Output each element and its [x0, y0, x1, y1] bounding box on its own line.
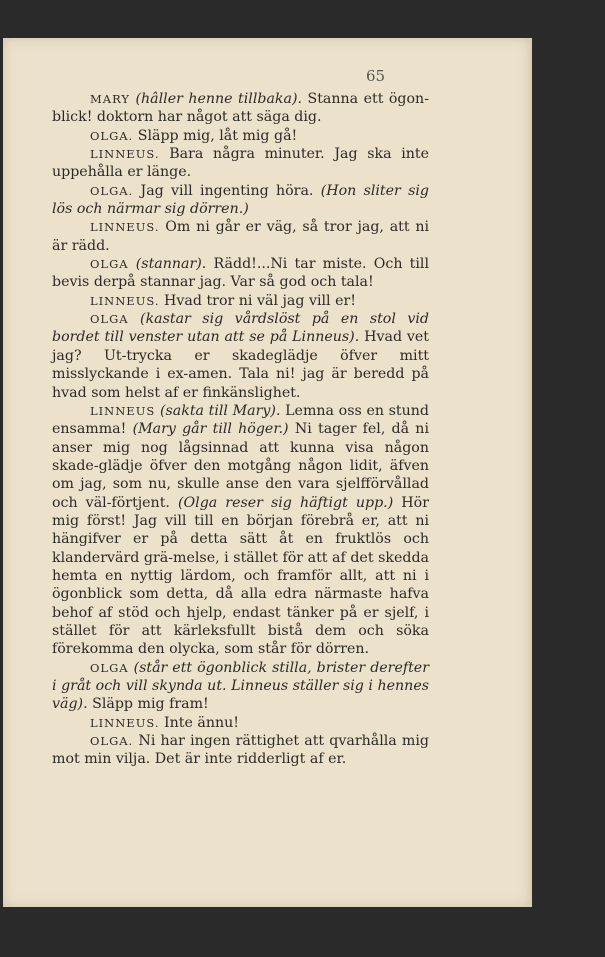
paragraph — [52, 90, 429, 127]
stage-direction: (Olga reser sig häftigt upp.) — [177, 494, 394, 511]
speaker-name: MARY — [90, 92, 130, 106]
speaker-name: OLGA — [90, 660, 129, 675]
paragraph — [52, 714, 429, 732]
dialogue-text: Inte ännu! — [164, 714, 239, 731]
page-number: 65 — [366, 67, 386, 85]
stage-direction: (står ett ögonblick stilla, brister derefter i gråt och vill skynda ut. Linneus ställer sig i hennes väg). — [52, 659, 429, 713]
dialogue-text: Hör mig först! Jag vill till en början förebrå er, att ni hängifver er på detta sätt åt en fruktlös och klandervärd grä-melse, i stället för att af det skedda hemta en nyttig lärdom, och framför allt, att ni i ögonblick som detta, då alla edra närmaste hafva behof af stöd och hjelp, endast tänker på er sjelf, i stället för att kärleksfullt bistå dem och söka förekomma den olycka, som står för dörren. — [52, 494, 429, 658]
paragraph — [52, 145, 429, 182]
paragraph — [52, 218, 429, 255]
dialogue-text: Släpp mig, låt mig gå! — [137, 127, 298, 144]
speaker-name: OLGA. — [90, 128, 134, 143]
speaker-name: LINNEUS. — [90, 220, 160, 235]
stage-direction: (Mary går till höger.) — [132, 421, 289, 438]
paragraph — [52, 182, 429, 219]
paragraph — [52, 659, 429, 714]
dialogue-text: Ni tager fel, då ni anser mig nog lågsinnad att kunna visa någon skade-glädje öfver den motgång någon lidit, äfven om jag, som nu, skulle anse den vara sjelfförvållad och väl-förtjent. — [52, 421, 429, 511]
dialogue-text: Hvad vet jag? Ut-trycka er skadeglädje öfver mitt misslyckande i ex-amen. Tala ni! jag är beredd på hvad som helst af er finkänslighet. — [52, 329, 429, 401]
stage-direction: (sakta till Mary). — [159, 402, 281, 419]
speaker-name: LINNEUS. — [90, 293, 160, 308]
speaker-name: OLGA — [90, 257, 129, 272]
dialogue-text: Stanna ett ögon-blick! doktorn har något att säga dig. — [52, 91, 429, 126]
dialogue-text: Jag vill ingenting höra. — [140, 182, 321, 199]
dialogue-text: Bara några minuter. Jag ska inte uppehålla er länge. — [52, 146, 429, 181]
speaker-name: OLGA. — [90, 734, 134, 749]
dialogue-text: Släpp mig fram! — [87, 696, 209, 713]
paragraph — [52, 127, 429, 145]
speaker-name: OLGA. — [90, 183, 134, 198]
dialogue-text: Hvad tror ni väl jag vill er! — [164, 292, 356, 309]
speaker-name: LINNEUS. — [90, 147, 160, 162]
stage-direction: (Hon sliter sig lös och närmar sig dörren.) — [52, 182, 429, 218]
dialogue-text: Rädd!...Ni tar miste. Och till bevis derpå stannar jag. Var så god och tala! — [52, 256, 429, 291]
paragraph — [52, 402, 429, 659]
dialogue-text: Ni har ingen rättighet att qvarhålla mig mot min vilja. Det är inte ridderligt af er. — [52, 733, 430, 768]
stage-direction: (kastar sig vårdslöst på en stol vid bordet till venster utan att se på Linneus). — [52, 311, 429, 346]
speaker-name: LINNEUS. — [90, 715, 160, 730]
stage-direction: (hâller henne tillbaka). — [135, 91, 303, 107]
speaker-name: OLGA — [90, 312, 129, 327]
stage-direction: (stannar). — [135, 256, 207, 273]
paragraph — [52, 732, 429, 769]
page-text — [52, 90, 429, 769]
paragraph — [52, 255, 429, 292]
paragraph — [52, 310, 429, 402]
dialogue-text: Om ni går er väg, så tror jag, att ni är rädd. — [52, 219, 429, 254]
speaker-name: LINNEUS — [90, 403, 156, 418]
dialogue-text: Lemna oss en stund ensamma! — [52, 402, 429, 438]
paragraph — [52, 292, 429, 310]
